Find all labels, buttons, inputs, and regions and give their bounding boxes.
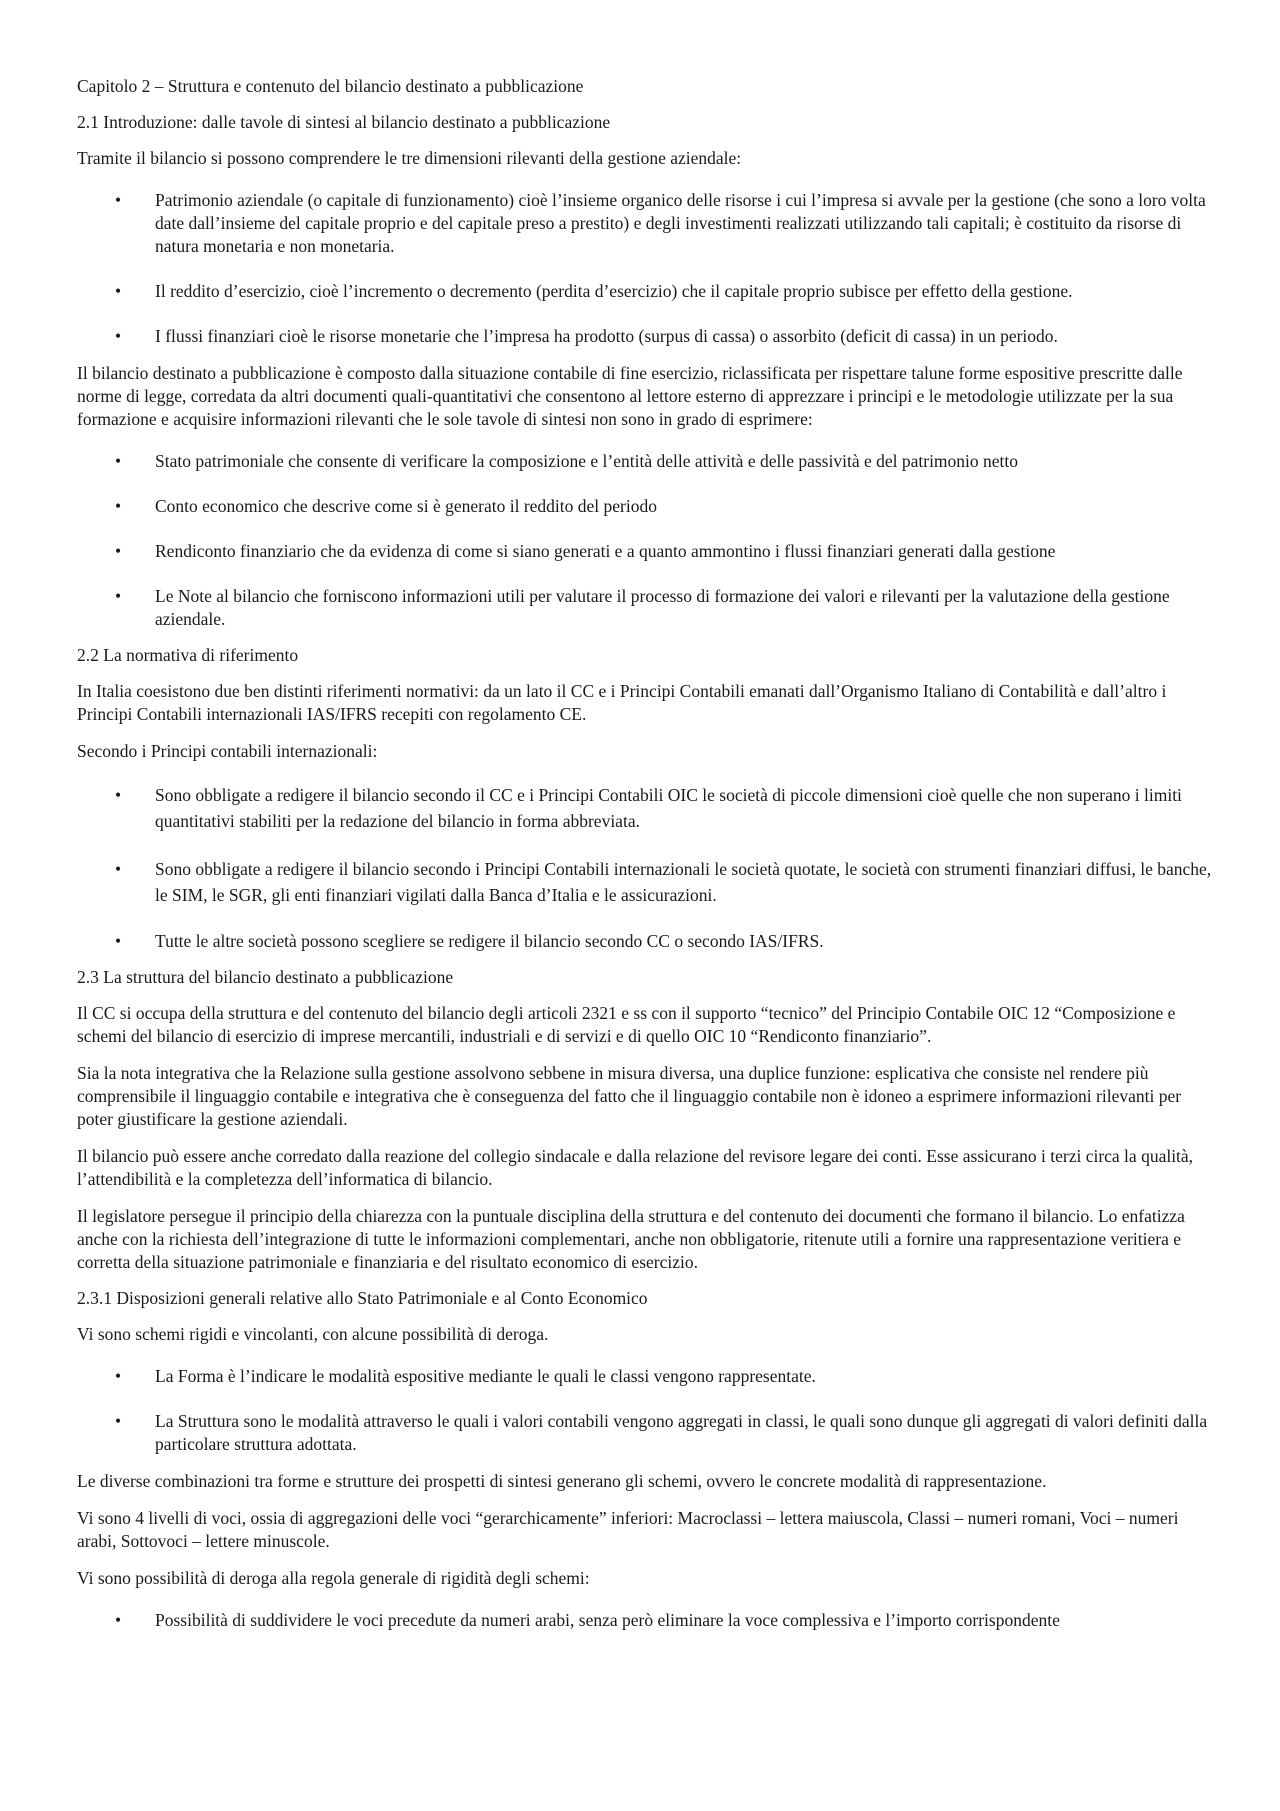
list-item: • La Struttura sono le modalità attraverso le quali i valori contabili vengono aggregati in classi, le quali sono dunque gli aggregati di valori definiti dalla particolare struttura adottata. [115, 1411, 1208, 1454]
paragraph: Il bilancio destinato a pubblicazione è composto dalla situazione contabile di fine esercizio, riclassificata per rispettare talune forme espositive prescritte dalle norme di legge, corredata da altri documenti quali-quantitativi che consentono al lettore esterno di apprezzare i principi e le metodologie utilizzate per la sua formazione e acquisire informazioni rilevanti che le sole tavole di sintesi non sono in grado di esprimere: [77, 363, 1183, 429]
bullet-icon: • [115, 785, 122, 805]
bullet-icon: • [115, 451, 122, 471]
section-heading-2-1: 2.1 Introduzione: dalle tavole di sintesi al bilancio destinato a pubblicazione [77, 112, 611, 132]
bullet-icon: • [115, 1366, 122, 1386]
list-item: • Sono obbligate a redigere il bilancio secondo il CC e i Principi Contabili OIC le società di piccole dimensioni cioè quelle che non superano i limiti quantitativi stabiliti per la redazione del bilancio in forma abbreviata. [77, 782, 1212, 834]
bullet-icon: • [115, 859, 122, 879]
paragraph: Secondo i Principi contabili internazionali: [77, 741, 378, 761]
paragraph: Il CC si occupa della struttura e del contenuto del bilancio degli articoli 2321 e ss con il supporto “tecnico” del Principio Contabile OIC 12 “Composizione e schemi del bilancio di esercizio di imprese mercantili, industriali e di servizi e di quello OIC 10 “Rendiconto finanziario”. [77, 1003, 1176, 1046]
paragraph: Vi sono 4 livelli di voci, ossia di aggregazioni delle voci “gerarchicamente” inferiori: Macroclassi – lettera maiuscola, Classi – numeri romani, Voci – numeri arabi, Sottovoci – lettere minuscole. [77, 1508, 1179, 1551]
paragraph: Sia la nota integrativa che la Relazione sulla gestione assolvono sebbene in misura diversa, una duplice funzione: esplicativa che consiste nel rendere più comprensibile il linguaggio contabile e integrativa che è conseguenza del fatto che il linguaggio contabile non è idoneo a esprimere informazioni rilevanti per poter giustificare la gestione aziendali. [77, 1063, 1182, 1129]
paragraph: Le diverse combinazioni tra forme e strutture dei prospetti di sintesi generano gli schemi, ovvero le concrete modalità di rappresentazione. [77, 1471, 1047, 1491]
paragraph: Vi sono schemi rigidi e vincolanti, con alcune possibilità di deroga. [77, 1324, 549, 1344]
bullet-icon: • [115, 190, 122, 210]
bullet-icon: • [115, 931, 122, 951]
list-item: • Possibilità di suddividere le voci precedute da numeri arabi, senza però eliminare la voce complessiva e l’importo corrispondente [115, 1610, 1060, 1630]
bullet-icon: • [115, 326, 122, 346]
list-item: • Stato patrimoniale che consente di verificare la composizione e l’entità delle attività e delle passività e del patrimonio netto [115, 451, 1019, 471]
list-item: • Sono obbligate a redigere il bilancio secondo i Principi Contabili internazionali le società quotate, le società con strumenti finanziari diffusi, le banche, le SIM, le SGR, gli enti finanziari vigilati dalla Banca d’Italia e le assicurazioni. [77, 856, 1212, 908]
chapter-title: Capitolo 2 – Struttura e contenuto del bilancio destinato a pubblicazione [77, 76, 584, 96]
paragraph: Tramite il bilancio si possono comprendere le tre dimensioni rilevanti della gestione aziendale: [77, 148, 742, 168]
paragraph: Vi sono possibilità di deroga alla regola generale di rigidità degli schemi: [77, 1568, 590, 1588]
list-item: • Conto economico che descrive come si è generato il reddito del periodo [115, 496, 657, 516]
list-item: • Il reddito d’esercizio, cioè l’incremento o decremento (perdita d’esercizio) che il capitale proprio subisce per effetto della gestione. [115, 281, 1073, 301]
paragraph: In Italia coesistono due ben distinti riferimenti normativi: da un lato il CC e i Principi Contabili emanati dall’Organismo Italiano di Contabilità e dall’altro i Principi Contabili internazionali IAS/IFRS recepiti con regolamento CE. [77, 681, 1167, 724]
bullet-icon: • [115, 1411, 122, 1431]
paragraph: Il bilancio può essere anche corredato dalla reazione del collegio sindacale e dalla relazione del revisore legare dei conti. Esse assicurano i terzi circa la qualità, l’attendibilità e la completezza dell’informatica di bilancio. [77, 1146, 1194, 1189]
list-item: • I flussi finanziari cioè le risorse monetarie che l’impresa ha prodotto (surpus di cassa) o assorbito (deficit di cassa) in un periodo. [115, 326, 1058, 346]
section-heading-2-2: 2.2 La normativa di riferimento [77, 645, 299, 665]
paragraph: Il legislatore persegue il principio della chiarezza con la puntuale disciplina della struttura e del contenuto dei documenti che formano il bilancio. Lo enfatizza anche con la richiesta dell’integrazione di tutte le informazioni complementari, anche non obbligatorie, ritenute utili a fornire una rappresentazione veritiera e corretta della situazione patrimoniale e finanziaria e del risultato economico di esercizio. [77, 1206, 1185, 1272]
bullet-icon: • [115, 541, 122, 561]
list-item: • Le Note al bilancio che forniscono informazioni utili per valutare il processo di formazione dei valori e rilevanti per la valutazione della gestione aziendale. [115, 586, 1170, 629]
bullet-icon: • [115, 281, 122, 301]
section-heading-2-3: 2.3 La struttura del bilancio destinato a pubblicazione [77, 967, 454, 987]
list-item: • La Forma è l’indicare le modalità espositive mediante le quali le classi vengono rappresentate. [115, 1366, 816, 1386]
document-page [77, 75, 1212, 1632]
section-heading-2-3-1: 2.3.1 Disposizioni generali relative allo Stato Patrimoniale e al Conto Economico [77, 1288, 648, 1308]
list-item: • Rendiconto finanziario che da evidenza di come si siano generati e a quanto ammontino i flussi finanziari generati dalla gestione [115, 541, 1056, 561]
list-item: • Tutte le altre società possono scegliere se redigere il bilancio secondo CC o secondo IAS/IFRS. [115, 931, 824, 951]
list-item: • Patrimonio aziendale (o capitale di funzionamento) cioè l’insieme organico delle risorse i cui l’impresa si avvale per la gestione (che sono a loro volta date dall’insieme del capitale proprio e del capitale preso a prestito) e degli investimenti realizzati utilizzando tali capitali; è costituito da risorse di natura monetaria e non monetaria. [115, 190, 1206, 256]
bullet-icon: • [115, 496, 122, 516]
bullet-icon: • [115, 586, 122, 606]
bullet-icon: • [115, 1610, 122, 1630]
